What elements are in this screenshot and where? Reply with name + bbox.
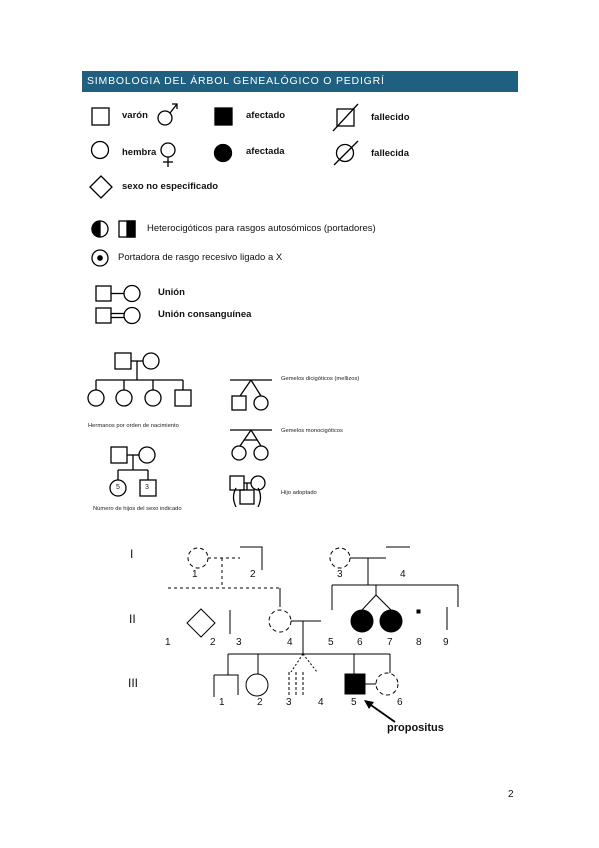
affected-male-label: afectado bbox=[246, 110, 286, 121]
section-title: SIMBOLOGIA DEL ÁRBOL GENEALÓGICO O PEDIGRÍ bbox=[87, 75, 385, 87]
affected-female-symbol bbox=[215, 145, 232, 162]
male-label: varón bbox=[122, 110, 148, 121]
proband-arrow-icon bbox=[364, 700, 374, 709]
individual-number: 2 bbox=[210, 637, 216, 648]
generation-label: I bbox=[130, 547, 134, 561]
deceased-female-symbol bbox=[334, 141, 358, 165]
female-sign-icon bbox=[161, 143, 175, 167]
individual-number: 1 bbox=[165, 637, 171, 648]
female-symbol bbox=[92, 142, 109, 159]
monozygotic-caption: Gemelos monocigóticos bbox=[281, 428, 343, 434]
individual-number: 2 bbox=[257, 697, 263, 708]
deceased-male-label: fallecido bbox=[371, 112, 410, 123]
deceased-female-label: fallecida bbox=[371, 148, 410, 159]
siblings-diagram bbox=[88, 353, 191, 406]
union-symbol bbox=[96, 286, 140, 302]
female-count: 5 bbox=[116, 484, 120, 491]
individual-number: 1 bbox=[219, 697, 225, 708]
gen2-individual-2 bbox=[187, 609, 215, 637]
heterozygous-label: Heterocigóticos para rasgos autosómicos (portadores) bbox=[147, 223, 376, 234]
individual-number: 5 bbox=[351, 697, 357, 708]
proband-label: propositus bbox=[387, 722, 444, 734]
pedigree-chart bbox=[168, 547, 458, 722]
individual-number: 9 bbox=[443, 637, 449, 648]
male-symbol bbox=[92, 108, 109, 125]
individual-number: 4 bbox=[287, 637, 293, 648]
individual-number: 4 bbox=[318, 697, 324, 708]
male-count: 3 bbox=[145, 484, 149, 491]
male-sign-icon bbox=[158, 104, 177, 125]
dizygotic-caption: Gemelos dicigóticos (mellizos) bbox=[281, 376, 360, 382]
affected-female-label: afectada bbox=[246, 146, 285, 157]
number-of-children-caption: Número de hijos del sexo indicado bbox=[93, 506, 182, 512]
monozygotic-twins-diagram bbox=[230, 430, 272, 460]
individual-number: 3 bbox=[236, 637, 242, 648]
unknown-sex-symbol bbox=[90, 176, 112, 198]
individual-number: 4 bbox=[400, 569, 406, 580]
individual-number: 6 bbox=[357, 637, 363, 648]
unknown-sex-label: sexo no especificado bbox=[122, 181, 219, 192]
heterozygous-male-symbol bbox=[119, 221, 135, 237]
dizygotic-twins-diagram bbox=[230, 380, 272, 410]
union-label: Unión bbox=[158, 287, 185, 298]
adopted-child-diagram bbox=[230, 476, 265, 507]
proband-symbol bbox=[345, 674, 365, 694]
consanguineous-union-symbol bbox=[96, 308, 140, 324]
individual-number: 6 bbox=[397, 697, 403, 708]
female-label: hembra bbox=[122, 147, 157, 158]
adopted-caption: Hijo adoptado bbox=[281, 490, 317, 496]
individual-number: 7 bbox=[387, 637, 393, 648]
affected-male-symbol bbox=[215, 108, 232, 125]
heterozygous-female-symbol bbox=[92, 221, 108, 237]
generation-label: II bbox=[129, 612, 136, 626]
individual-number: 1 bbox=[192, 569, 198, 580]
generation-label: III bbox=[128, 676, 139, 690]
x-carrier-symbol bbox=[92, 250, 108, 266]
page-number: 2 bbox=[508, 789, 514, 800]
consanguineous-label: Unión consanguínea bbox=[158, 309, 252, 320]
x-carrier-label: Portadora de rasgo recesivo ligado a X bbox=[118, 252, 283, 263]
deceased-male-symbol bbox=[333, 104, 358, 131]
individual-number: 3 bbox=[337, 569, 343, 580]
individual-number: 2 bbox=[250, 569, 256, 580]
siblings-caption: Hermanos por orden de nacimiento bbox=[88, 423, 179, 429]
individual-number: 8 bbox=[416, 637, 422, 648]
individual-number: 5 bbox=[328, 637, 334, 648]
individual-number: 3 bbox=[286, 697, 292, 708]
